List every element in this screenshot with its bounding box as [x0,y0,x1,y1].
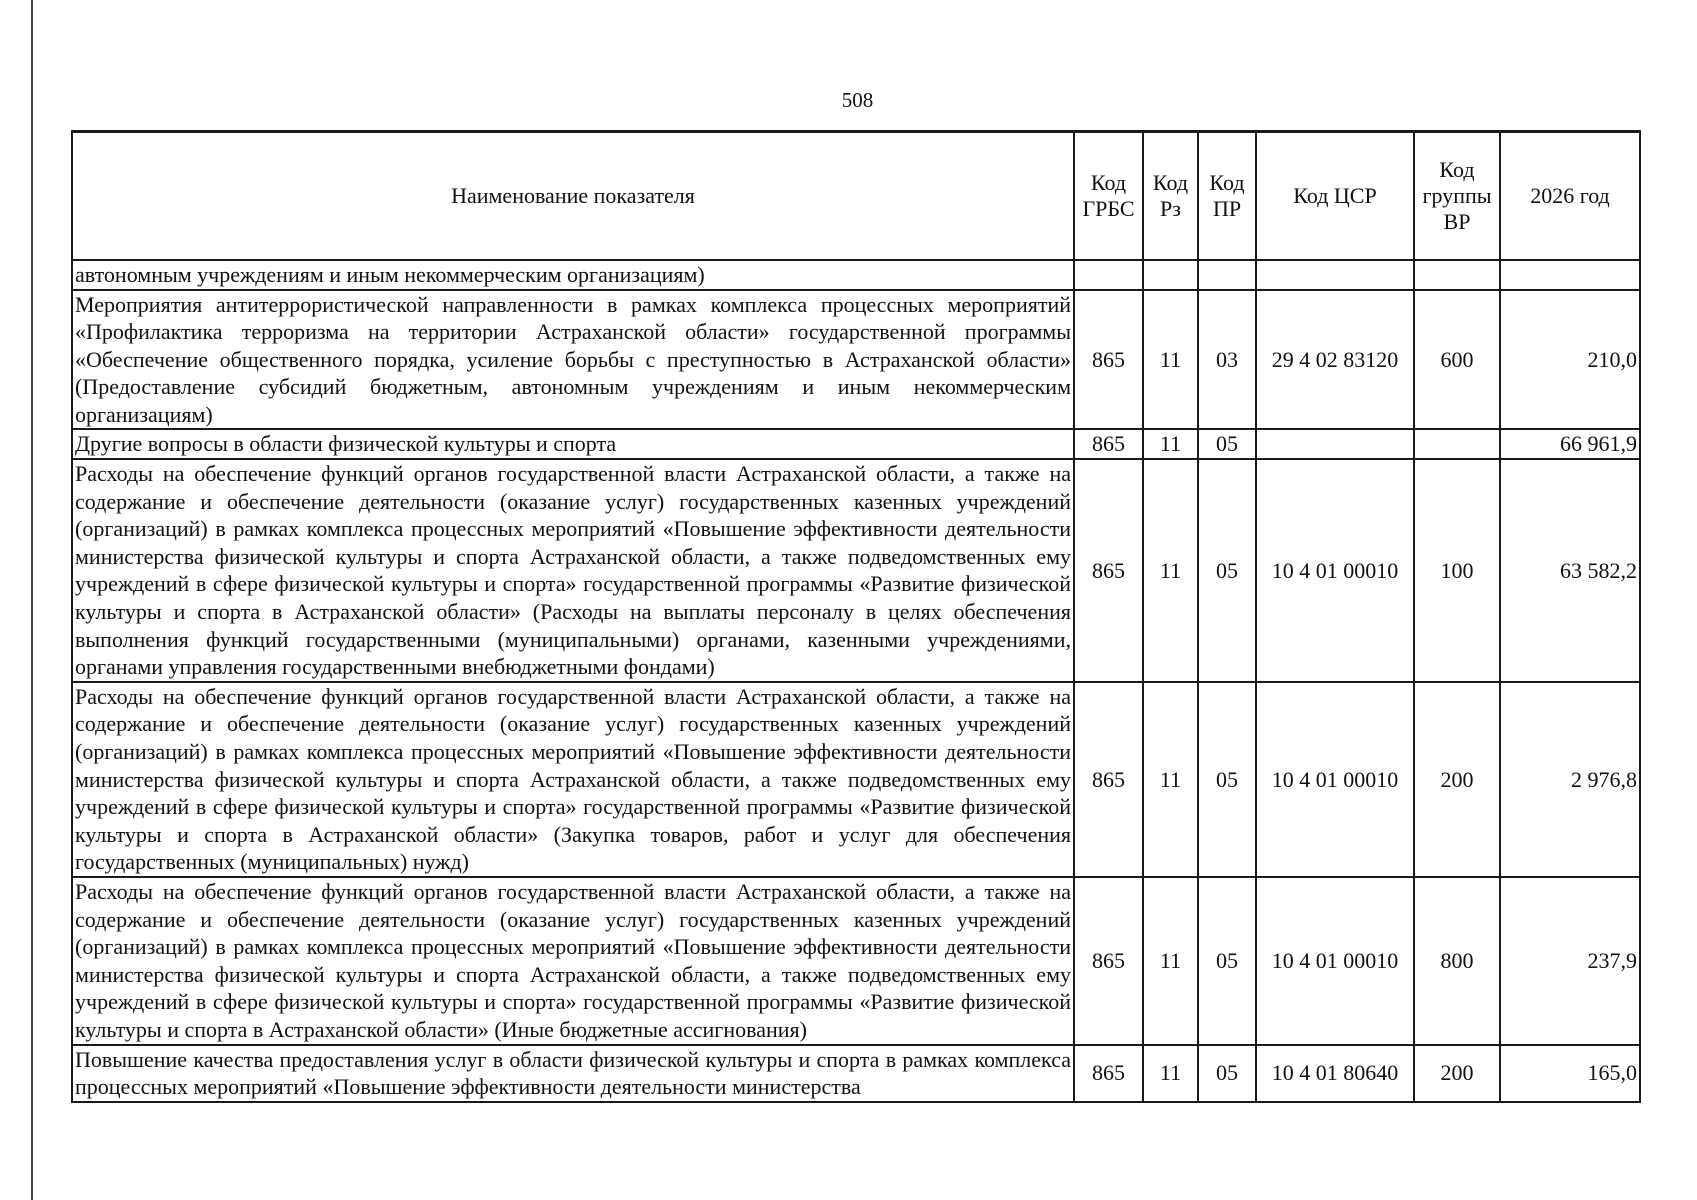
row-name: Повышение качества предоставления услуг в области физической культуры и спорта в рамках комплекса процессных мероприятий «Повышение эффективности деятельности министерства [72,1045,1074,1102]
row-vr: 600 [1414,290,1500,430]
table-row [72,429,1640,459]
row-rz: 11 [1143,290,1198,430]
row-amount: 165,0 [1500,1045,1640,1102]
table-row [72,290,1640,430]
row-rz: 11 [1143,429,1198,459]
row-vr [1414,260,1500,290]
row-pr: 03 [1198,290,1256,430]
row-pr: 05 [1198,459,1256,682]
row-csr [1256,429,1414,459]
header-vr-line3: ВР [1443,208,1471,234]
row-grbs: 865 [1074,1045,1143,1102]
row-csr: 29 4 02 83120 [1256,290,1414,430]
table-row [72,682,1640,877]
row-name: Мероприятия антитеррористической направленности в рамках комплекса процессных мероприятий «Профилактика терроризма на территории Астраханской области» государственной программы «Обеспечение общественного порядка, усиление борьбы с преступностью в Астраханской области» (Предоставление субсидий бюджетным, автономным учреждениям и иным некоммерческим организациям) [72,290,1074,430]
row-vr: 200 [1414,1045,1500,1102]
header-rz-line1: Код [1152,169,1189,195]
table-header-row [72,132,1640,260]
row-rz: 11 [1143,877,1198,1045]
row-amount [1500,260,1640,290]
row-grbs: 865 [1074,290,1143,430]
row-grbs: 865 [1074,877,1143,1045]
row-amount: 2 976,8 [1500,682,1640,877]
row-name: Другие вопросы в области физической культуры и спорта [72,429,1074,459]
row-name: Расходы на обеспечение функций органов государственной власти Астраханской области, а также на содержание и обеспечение деятельности (оказание услуг) государственных казенных учреждений (организаций) в рамках комплекса процессных мероприятий «Повышение эффективности деятельности министерства физической культуры и спорта Астраханской области, а также подведомственных ему учреждений в сфере физической культуры и спорта» государственной программы «Развитие физической культуры и спорта в Астраханской области» (Иные бюджетные ассигнования) [72,877,1074,1045]
row-amount: 66 961,9 [1500,429,1640,459]
row-pr: 05 [1198,1045,1256,1102]
header-csr: Код ЦСР [1256,132,1414,260]
row-csr [1256,260,1414,290]
row-vr [1414,429,1500,459]
header-grbs [1074,132,1143,260]
left-margin-line [31,0,33,1200]
header-grbs-line1: Код [1090,169,1127,195]
row-vr: 100 [1414,459,1500,682]
row-rz: 11 [1143,1045,1198,1102]
table-row [72,877,1640,1045]
header-name: Наименование показателя [72,132,1074,260]
row-rz: 11 [1143,459,1198,682]
row-grbs [1074,260,1143,290]
page-number [0,88,1697,113]
header-vr [1414,132,1500,260]
header-vr-line2: группы [1422,182,1492,208]
row-csr: 10 4 01 00010 [1256,877,1414,1045]
row-amount: 63 582,2 [1500,459,1640,682]
row-csr: 10 4 01 00010 [1256,682,1414,877]
row-grbs: 865 [1074,682,1143,877]
table-row [72,1045,1640,1102]
row-rz [1143,260,1198,290]
row-pr [1198,260,1256,290]
table-row [72,260,1640,290]
budget-table [71,130,1641,1103]
header-year: 2026 год [1500,132,1640,260]
row-pr: 05 [1198,877,1256,1045]
header-grbs-line2: ГРБС [1082,195,1135,221]
row-name: Расходы на обеспечение функций органов государственной власти Астраханской области, а также на содержание и обеспечение деятельности (оказание услуг) государственных казенных учреждений (организаций) в рамках комплекса процессных мероприятий «Повышение эффективности деятельности министерства физической культуры и спорта Астраханской области, а также подведомственных ему учреждений в сфере физической культуры и спорта» государственной программы «Развитие физической культуры и спорта в Астраханской области» (Закупка товаров, работ и услуг для обеспечения государственных (муниципальных) нужд) [72,682,1074,877]
header-rz [1143,132,1198,260]
row-csr: 10 4 01 80640 [1256,1045,1414,1102]
row-csr: 10 4 01 00010 [1256,459,1414,682]
page-number-text: 508 [841,88,874,112]
header-vr-line1: Код [1439,156,1475,182]
row-amount: 210,0 [1500,290,1640,430]
header-pr-line2: ПР [1212,195,1242,221]
row-vr: 200 [1414,682,1500,877]
row-name: Расходы на обеспечение функций органов государственной власти Астраханской области, а также на содержание и обеспечение деятельности (оказание услуг) государственных казенных учреждений (организаций) в рамках комплекса процессных мероприятий «Повышение эффективности деятельности министерства физической культуры и спорта Астраханской области, а также подведомственных ему учреждений в сфере физической культуры и спорта» государственной программы «Развитие физической культуры и спорта в Астраханской области» (Расходы на выплаты персоналу в целях обеспечения выполнения функций государственными (муниципальными) органами, казенными учреждениями, органами управления государственными внебюджетными фондами) [72,459,1074,682]
row-name: автономным учреждениям и иным некоммерческим организациям) [72,260,1074,290]
header-pr-line1: Код [1209,169,1245,195]
header-rz-line2: Рз [1160,195,1181,221]
header-pr [1198,132,1256,260]
row-amount: 237,9 [1500,877,1640,1045]
row-grbs: 865 [1074,459,1143,682]
row-pr: 05 [1198,429,1256,459]
row-grbs: 865 [1074,429,1143,459]
row-rz: 11 [1143,682,1198,877]
row-pr: 05 [1198,682,1256,877]
row-vr: 800 [1414,877,1500,1045]
table-row [72,459,1640,682]
